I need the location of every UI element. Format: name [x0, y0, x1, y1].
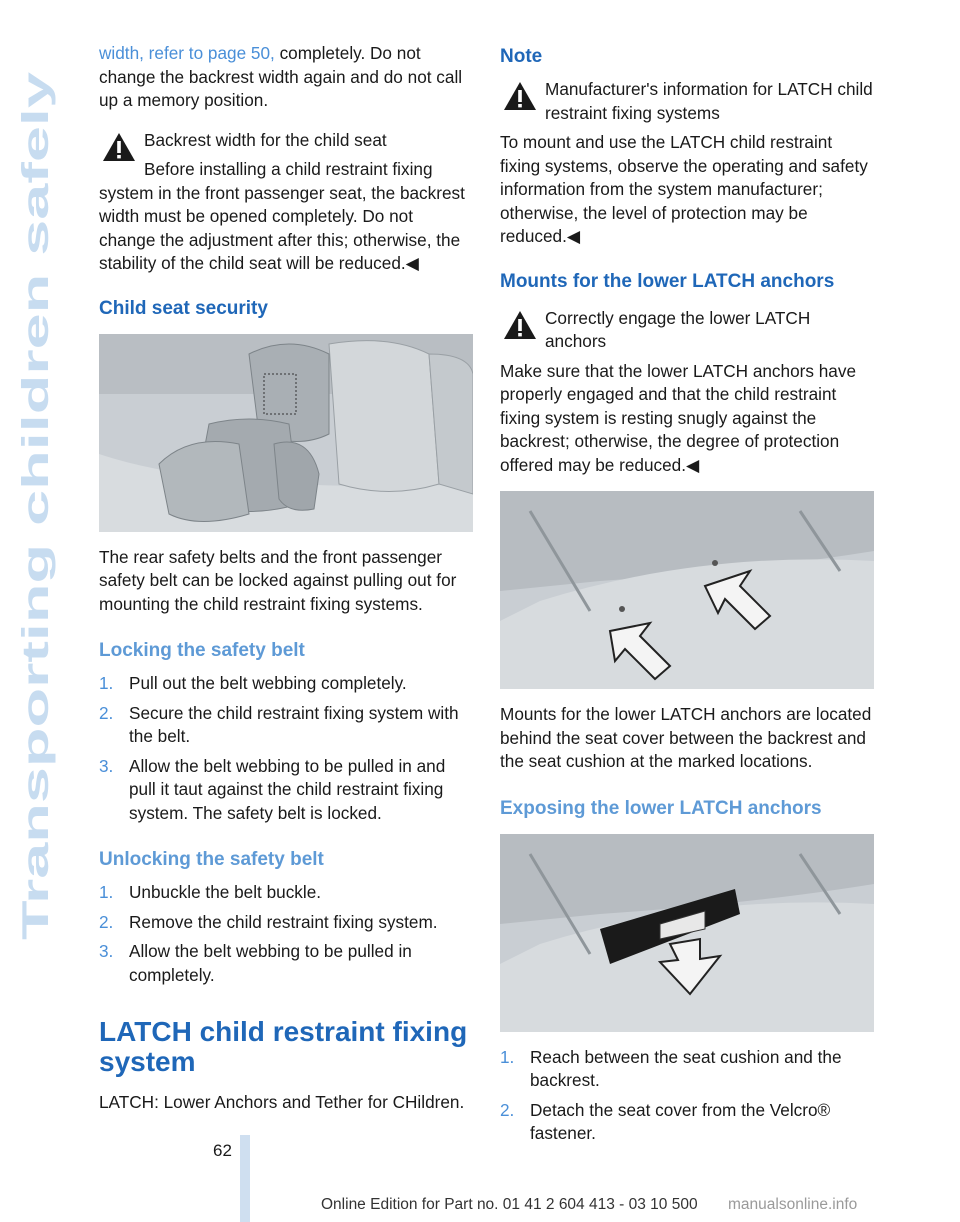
list-item: 1. Pull out the belt webbing completely.: [99, 673, 407, 693]
warning-triangle-icon: [502, 309, 538, 341]
heading-unlocking: Unlocking the safety belt: [99, 849, 324, 870]
warning-text-rest: system in the front passenger seat, the backrest width must be opened completely. Do not change the adjustment after this; otherwise, the stability of the child seat will be reduced.◀: [99, 182, 465, 273]
warning-title: Manufacturer's information for LATCH child restraint fixing systems: [545, 79, 873, 123]
warning-text: To mount and use the LATCH child restraint fixing systems, observe the operating and safety information from the system manufacturer; otherwise, the level of protection may be reduced.◀: [500, 132, 868, 246]
footer-edition-text: Online Edition for Part no. 01 41 2 604 413 - 03 10 500: [321, 1196, 698, 1213]
list-item: 2. Remove the child restraint fixing system.: [99, 911, 438, 932]
exposing-steps: [500, 1046, 874, 1146]
heading-child-seat-security: Child seat security: [99, 297, 268, 319]
warning-text: Make sure that the lower LATCH anchors have properly engaged and that the child restraint fixing system is resting snugly against the backrest; otherwise, the degree of protection offered may be reduced.◀: [500, 360, 857, 475]
heading-note: Note: [500, 46, 543, 67]
warning-title: Correctly engage the lower LATCH anchors: [545, 307, 811, 351]
latch-paragraph: LATCH: Lower Anchors and Tether for CHildren.: [99, 1092, 465, 1112]
watermark: manualsonline.info: [728, 1196, 858, 1213]
heading-locking: Locking the safety belt: [99, 640, 305, 661]
page-link[interactable]: width, refer to page 50,: [99, 43, 275, 63]
velcro-illustration: [500, 834, 874, 1032]
list-item: 3. Allow the belt webbing to be pulled in and pull it taut against the child restraint fixing system. The safety belt is locked.: [99, 755, 446, 823]
heading-exposing: Exposing the lower LATCH anchors: [500, 797, 822, 819]
list-item: 2. Detach the seat cover from the Velcro® fastener.: [500, 1099, 831, 1143]
list-item: 3. Allow the belt webbing to be pulled in completely.: [99, 941, 412, 985]
locking-steps: [99, 672, 473, 825]
child-seat-illustration: [99, 334, 473, 532]
page-number: 62: [213, 1141, 232, 1160]
list-item: 1. Unbuckle the belt buckle.: [99, 882, 322, 902]
left-column: [99, 42, 473, 1115]
list-item: 2. Secure the child restraint fixing system with the belt.: [99, 702, 459, 746]
side-chapter-title: [8, 40, 58, 940]
mounts-paragraph: Mounts for the lower LATCH anchors are located behind the seat cover between the backrest and the seat cushion at the marked locations.: [500, 704, 872, 771]
warning-engage: [500, 307, 874, 354]
list-item: 1. Reach between the seat cushion and the backrest.: [500, 1046, 842, 1090]
warning-title: Backrest width for the child seat: [144, 129, 387, 150]
belts-paragraph: The rear safety belts and the front passenger safety belt can be locked against pulling out for mounting the child restraint fixing systems.: [99, 546, 457, 614]
warning-manufacturer: [500, 78, 874, 125]
side-chapter-title-text: Transporting children safely: [15, 444, 56, 940]
heading-mounts: Mounts for the lower LATCH anchors: [500, 270, 835, 292]
heading-latch-system: LATCH child restraint fixing system: [99, 1016, 468, 1077]
intro-paragraph: width, refer to page 50, completely. Do not change the backrest width again and do not call up a memory position.: [99, 43, 463, 110]
warning-backrest: [99, 129, 473, 182]
unlocking-steps: [99, 881, 473, 987]
latch-mounts-illustration: [500, 491, 874, 689]
footer-bar: [240, 1135, 250, 1222]
right-column: [500, 42, 874, 1152]
warning-text-first: Before installing a child restraint fixing: [144, 159, 433, 179]
warning-triangle-icon: [502, 80, 538, 112]
warning-triangle-icon: [101, 131, 137, 163]
